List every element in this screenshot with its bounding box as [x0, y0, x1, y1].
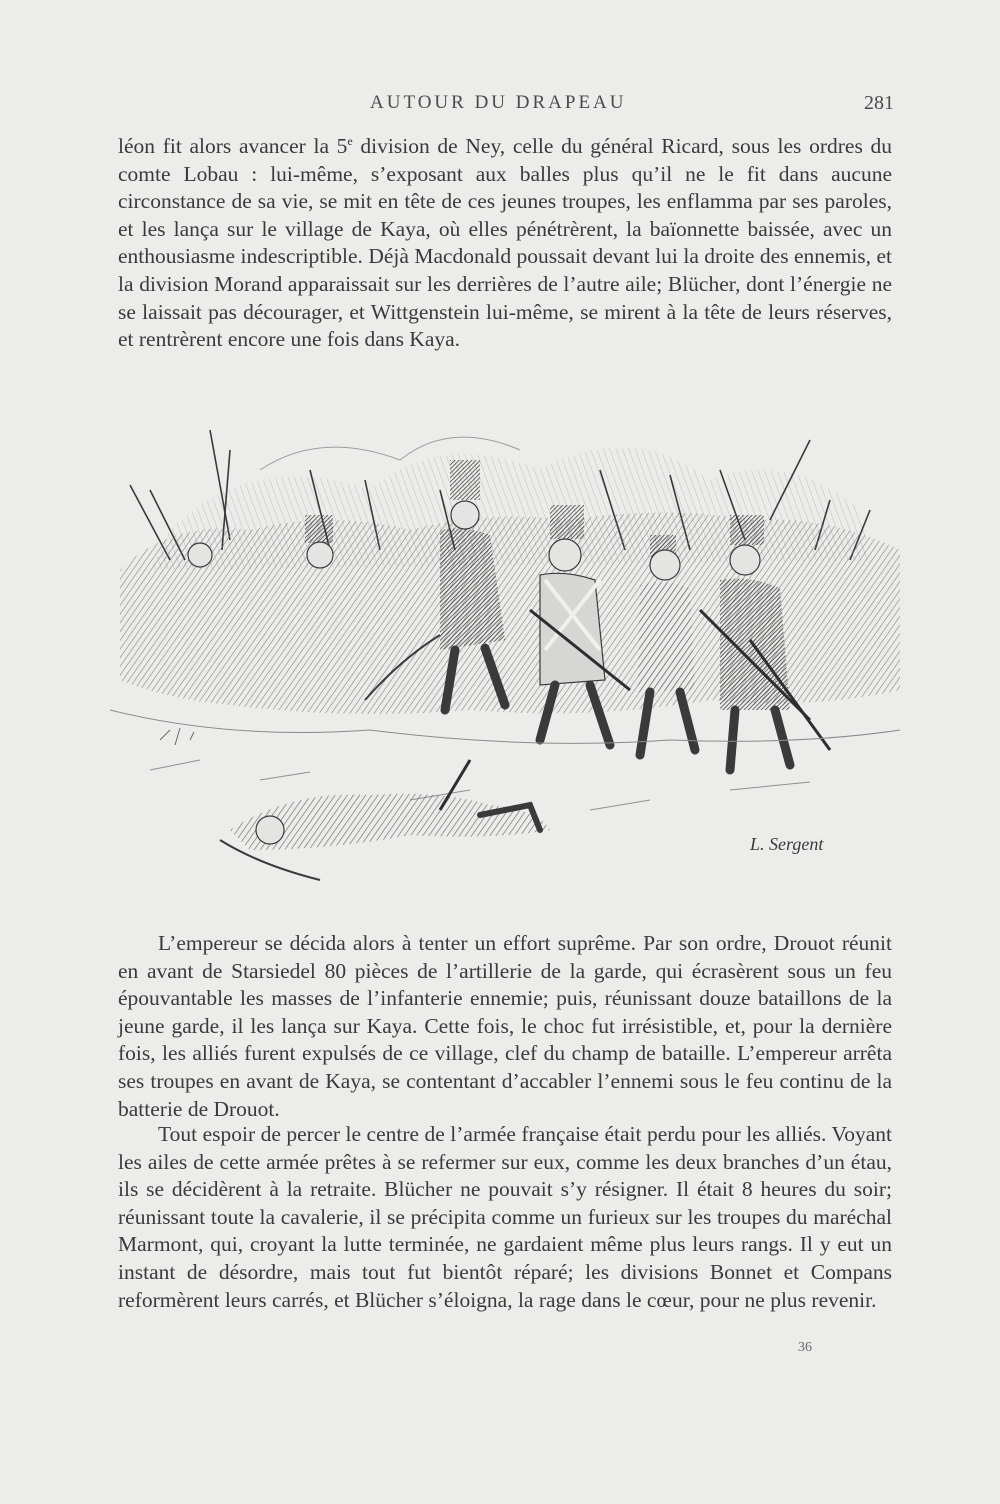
- paragraph-1-start: léon fit alors avancer la 5: [118, 134, 348, 158]
- artist-signature: L. Sergent: [750, 834, 824, 854]
- paragraph-2: L’empereur se décida alors à tenter un effort suprême. Par son ordre, Drouot réunit en avant de Starsiedel 80 pièces de l’artillerie de la garde, qui écrasèrent sous un feu épouvantable les masses de l’infanterie ennemie; puis, réunissant douze bataillons de la jeune garde, il les lança sur Kaya. Cette fois, le choc fut irrésistible, et, pour la dernière fois, les alliés furent expulsés de ce village, clef du champ de bataille. L’empereur arrêta ses troupes en avant de Kaya, se contentant d’accabler l’ennemi sous le feu continu de la batterie de Drouot.: [118, 931, 892, 1121]
- paragraph-1-rest: division de Ney, celle du général Ricard, sous les ordres du comte Lobau : lui-même, s’exposant aux balles plus qu’il ne le fit dans aucune circonstance de sa vie, se mit en tête de ces jeunes troupes, les enflamma par ses paroles, et les lança sur le village de Kaya, où elles pénétrèrent, la baïonnette baissée, avec un enthousiasme indescriptible. Déjà Macdonald poussait devant lui la droite des ennemis, et la division Morand apparaissait sur les derrières de l’autre aile; Blücher, dont l’énergie ne se laissait pas décourager, et Wittgenstein lui-même, se mirent à la tête de leurs réserves, et rentrèrent encore une fois dans Kaya.: [118, 134, 892, 352]
- running-title: AUTOUR DU DRAPEAU: [370, 92, 627, 113]
- battle-engraving-illustration: [110, 410, 900, 910]
- ordinal-superscript: e: [347, 133, 353, 148]
- page-number: 281: [864, 92, 894, 114]
- sheet-signature-number: 36: [798, 1340, 812, 1355]
- paragraph-1: [118, 133, 892, 354]
- paragraph-3: Tout espoir de percer le centre de l’armée française était perdu pour les alliés. Voyant les ailes de cette armée prêtes à se refermer sur eux, comme les deux branches d’un étau, ils se décidèrent à la retraite. Blücher ne pouvait s’y résigner. Il était 8 heures du soir; réunissant toute la cavalerie, il se précipita comme un furieux sur les troupes du maréchal Marmont, qui, croyant la lutte terminée, ne gardaient même plus leurs rangs. Il y eut un instant de désordre, mais tout fut bientôt réparé; les divisions Bonnet et Compans reformèrent leurs carrés, et Blücher s’éloigna, la rage dans le cœur, pour ne plus revenir.: [118, 1122, 892, 1312]
